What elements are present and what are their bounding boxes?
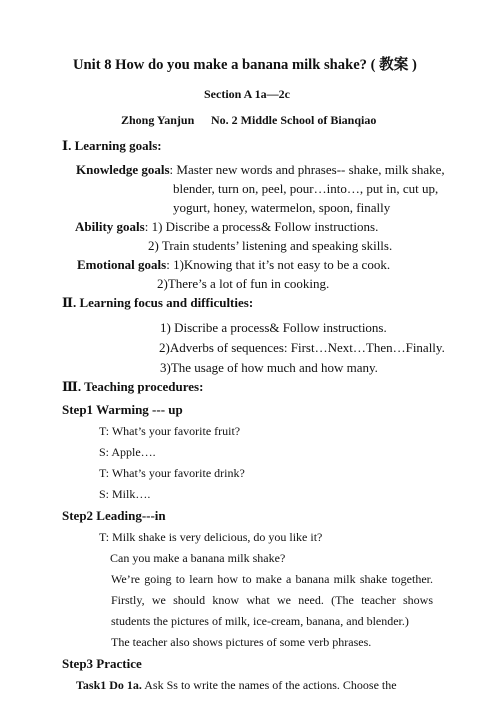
emotional-goals-line-2: 2)There’s a lot of fun in cooking. xyxy=(157,276,330,291)
ability-goals-line-1 xyxy=(75,220,378,233)
focus-item-2: 2)Adverbs of sequences: First…Next…Then…Finally. xyxy=(159,340,445,355)
knowledge-goals-line-3: yogurt, honey, watermelon, spoon, finally xyxy=(173,200,391,215)
procedures-heading: Ⅲ. Teaching procedures: xyxy=(62,379,204,394)
step1-heading: Step1 Warming --- up xyxy=(62,402,183,417)
learning-goals-heading: Ⅰ. Learning goals: xyxy=(62,138,162,153)
document-title: Unit 8 How do you make a banana milk shake? ( 教案 ) xyxy=(73,57,417,73)
emotional-goals-line-1 xyxy=(77,258,390,271)
step2-heading: Step2 Leading---in xyxy=(62,508,166,523)
task1-text: Ask Ss to write the names of the actions. Choose the xyxy=(141,678,397,692)
author-name: Zhong Yanjun xyxy=(121,113,195,127)
focus-heading: Ⅱ. Learning focus and difficulties: xyxy=(62,295,254,310)
step2-line-1: T: Milk shake is very delicious, do you like it? xyxy=(99,530,323,544)
step3-heading: Step3 Practice xyxy=(62,656,142,671)
task1-label: Task1 Do 1a. xyxy=(76,678,142,692)
step1-line-2: S: Apple…. xyxy=(99,445,156,459)
task1-line xyxy=(76,679,397,691)
knowledge-goals-text: : Master new words and phrases-- shake, milk shake, xyxy=(169,162,445,177)
focus-item-1: 1) Discribe a process& Follow instructions. xyxy=(160,320,387,335)
emotional-goals-label: Emotional goals xyxy=(77,257,167,272)
ability-goals-label: Ability goals xyxy=(75,219,145,234)
knowledge-goals-line-2: blender, turn on, peel, pour…into…, put in, cut up, xyxy=(173,181,439,196)
step2-line-6: The teacher also shows pictures of some verb phrases. xyxy=(111,635,372,649)
focus-item-3: 3)The usage of how much and how many. xyxy=(160,360,378,375)
emotional-goals-text: : 1)Knowing that it’s not easy to be a cook. xyxy=(166,257,391,272)
step2-line-2: Can you make a banana milk shake? xyxy=(110,551,286,565)
step2-line-3: We’re going to learn how to make a banana milk shake together. xyxy=(111,572,433,586)
school-name: No. 2 Middle School of Bianqiao xyxy=(211,113,377,127)
step1-line-1: T: What’s your favorite fruit? xyxy=(99,424,241,438)
ability-goals-text: : 1) Discribe a process& Follow instructions. xyxy=(144,219,379,234)
step2-line-5: students the pictures of milk, ice-cream, banana, and blender.) xyxy=(111,614,409,628)
step1-line-4: S: Milk…. xyxy=(99,487,151,501)
section-label: Section A 1a—2c xyxy=(204,87,290,101)
knowledge-goals-label: Knowledge goals xyxy=(76,162,170,177)
step1-line-3: T: What’s your favorite drink? xyxy=(99,466,245,480)
step2-line-4: Firstly, we should know what we need. (The teacher shows xyxy=(111,593,433,607)
knowledge-goals-line-1 xyxy=(76,163,445,176)
ability-goals-line-2: 2) Train students’ listening and speaking skills. xyxy=(148,238,393,253)
